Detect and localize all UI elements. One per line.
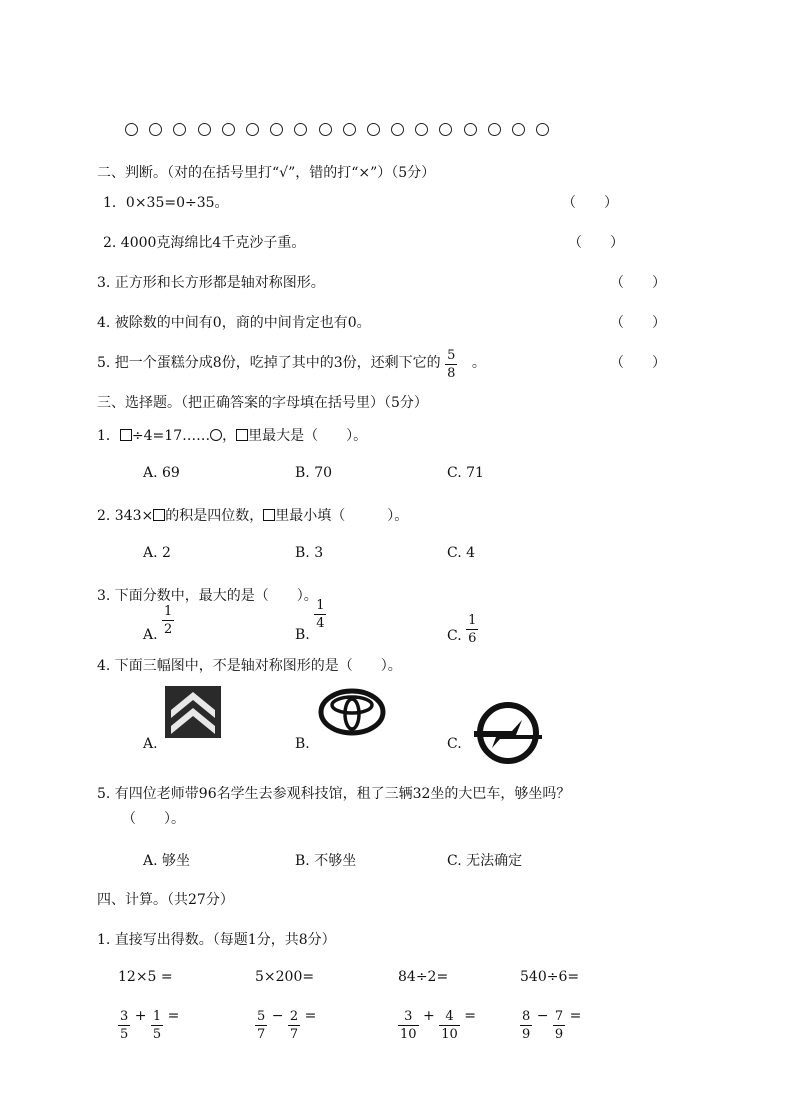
s3-q3-option-c[interactable] [447, 612, 478, 646]
calc-3: 84÷2= [398, 969, 449, 985]
fraction: $\frac{7}{9}$ [554, 1009, 564, 1042]
q1-a: ÷4=17…… [131, 428, 211, 444]
calc-4: 540÷6= [520, 969, 580, 985]
fraction: $\frac{4}{10}$ [441, 1009, 458, 1042]
frac-calc-1: $\frac{3}{5}$ + $\frac{1}{5}$ = [120, 1007, 180, 1042]
s3-q5-option-a[interactable]: A. 够坐 [143, 853, 191, 869]
circle-mark [512, 123, 525, 136]
q2-c: 里最小填（ ）。 [275, 508, 409, 524]
s3-q4-option-b[interactable]: B. [295, 736, 310, 752]
s2-item-4: 4. 被除数的中间有0，商的中间肯定也有0。 [97, 315, 371, 331]
s2-item-3-paren[interactable]: （ ） [610, 275, 666, 291]
circle-mark [198, 123, 211, 136]
frac-den: 2 [164, 622, 173, 637]
s2-item-3: 3. 正方形和长方形都是轴对称图形。 [97, 275, 325, 291]
s3-q5: 5. 有四位老师带96名学生去参观科技馆，租了三辆32坐的大巴车，够坐吗？ [97, 786, 571, 802]
circle-mark [464, 123, 477, 136]
circle-mark [439, 123, 452, 136]
option-label: A. [143, 626, 158, 643]
fraction: $\frac{1}{5}$ [152, 1009, 162, 1042]
square-box [120, 429, 132, 441]
s3-q5-option-b[interactable]: B. 不够坐 [295, 853, 357, 869]
fraction: $\frac{3}{5}$ [120, 1009, 129, 1042]
calc-2: 5×200= [255, 969, 315, 985]
q1-num: 1． [97, 428, 120, 444]
section4-sub1: 1. 直接写出得数。（每题1分，共8分） [97, 932, 336, 948]
ellipse-logo-icon [318, 688, 386, 736]
s3-q2-option-b[interactable]: B. 3 [295, 545, 324, 561]
s3-q2-option-a[interactable]: A. 2 [143, 545, 171, 561]
s3-q4-option-a[interactable]: A. [143, 736, 158, 752]
frac-calc-4: $\frac{8}{9}$ − $\frac{7}{9}$ = [522, 1007, 582, 1042]
square-box [263, 509, 275, 521]
circle-mark [319, 123, 332, 136]
fraction: $\frac{8}{9}$ [522, 1009, 531, 1042]
circle-mark [270, 123, 283, 136]
s3-q1-option-a[interactable]: A. 69 [143, 465, 180, 481]
q2-num: 2. 343× [97, 508, 154, 524]
square-box [153, 509, 165, 521]
s2-item-2: 2. 4000克海绵比4千克沙子重。 [103, 235, 306, 251]
chevron-logo-icon [165, 686, 221, 738]
circle-mark [536, 123, 549, 136]
circle-mark [173, 123, 186, 136]
frac-num: 1 [316, 598, 325, 613]
frac-den: 8 [447, 366, 456, 381]
circle-mark [246, 123, 259, 136]
s3-q2-option-c[interactable]: C. 4 [447, 545, 476, 561]
circle-mark [488, 123, 501, 136]
circle-mark [391, 123, 404, 136]
q2-b: 的积是四位数， [165, 508, 264, 524]
circle-mark [367, 123, 380, 136]
fraction: $\frac{2}{7}$ [289, 1009, 299, 1042]
s2-item-1-paren[interactable]: （ ） [562, 195, 618, 211]
s3-q1-option-c[interactable]: C. 71 [447, 465, 484, 481]
s3-q3-option-a[interactable] [143, 604, 174, 643]
section2-title: 二、判断。（对的在括号里打“√”，错的打“×”）（5分） [97, 165, 436, 181]
section3-title: 三、选择题。（把正确答案的字母填在括号里）（5分） [97, 395, 428, 411]
s2-item-5-paren[interactable]: （ ） [610, 355, 666, 371]
option-label: C. [447, 627, 462, 644]
frac-calc-3: $\frac{3}{10}$ + $\frac{4}{10}$ = [400, 1007, 476, 1042]
square-box [236, 429, 248, 441]
calc-1: 12×5 = [118, 969, 173, 985]
s3-q5-option-c[interactable]: C. 无法确定 [447, 853, 523, 869]
s2-item-5 [97, 348, 486, 388]
fraction [162, 605, 174, 636]
frac-calc-2: $\frac{5}{7}$ − $\frac{2}{7}$ = [257, 1007, 317, 1042]
frac-num: 5 [447, 348, 456, 363]
s2-item-5-text: 5. 把一个蛋糕分成8份，吃掉了其中的3份，还剩下它的 [97, 355, 441, 371]
s3-q4: 4. 下面三幅图中，不是轴对称图形的是（ ）。 [97, 658, 402, 674]
s3-q2 [97, 505, 408, 525]
circle-mark [222, 123, 235, 136]
s2-item-5-tail: 。 [471, 355, 486, 371]
s3-q4-option-c[interactable]: C. [447, 736, 462, 752]
fraction [445, 349, 457, 380]
fraction [314, 599, 326, 630]
option-label: B. [295, 626, 310, 643]
s3-q1 [97, 425, 367, 445]
q1-c: 里最大是（ ）。 [248, 428, 368, 444]
bolt-ring-logo-icon [470, 700, 546, 766]
frac-den: 4 [316, 616, 325, 631]
fraction: $\frac{3}{10}$ [400, 1009, 417, 1042]
s2-item-2-paren[interactable]: （ ） [568, 235, 624, 251]
frac-num: 1 [164, 604, 173, 619]
s3-q5-paren[interactable]: （ ）。 [122, 811, 185, 827]
frac-den: 6 [468, 631, 477, 646]
circle-mark [343, 123, 356, 136]
s2-item-4-paren[interactable]: （ ） [610, 315, 666, 331]
circle-mark [415, 123, 428, 136]
s3-q1-option-b[interactable]: B. 70 [295, 465, 333, 481]
circle-row [125, 123, 560, 136]
circle-mark [294, 123, 307, 136]
fraction: $\frac{5}{7}$ [257, 1009, 266, 1042]
section4-title: 四、计算。（共27分） [97, 892, 234, 908]
circle-box [210, 429, 222, 441]
fraction [466, 614, 478, 645]
circle-mark [149, 123, 162, 136]
s3-q3: 3. 下面分数中，最大的是（ ）。 [97, 588, 318, 604]
circle-mark [125, 123, 138, 136]
q1-b: ， [222, 428, 237, 444]
s3-q3-option-b[interactable] [295, 598, 326, 643]
frac-num: 1 [468, 613, 477, 628]
s2-item-1: 1．0×35=0÷35。 [103, 195, 229, 211]
